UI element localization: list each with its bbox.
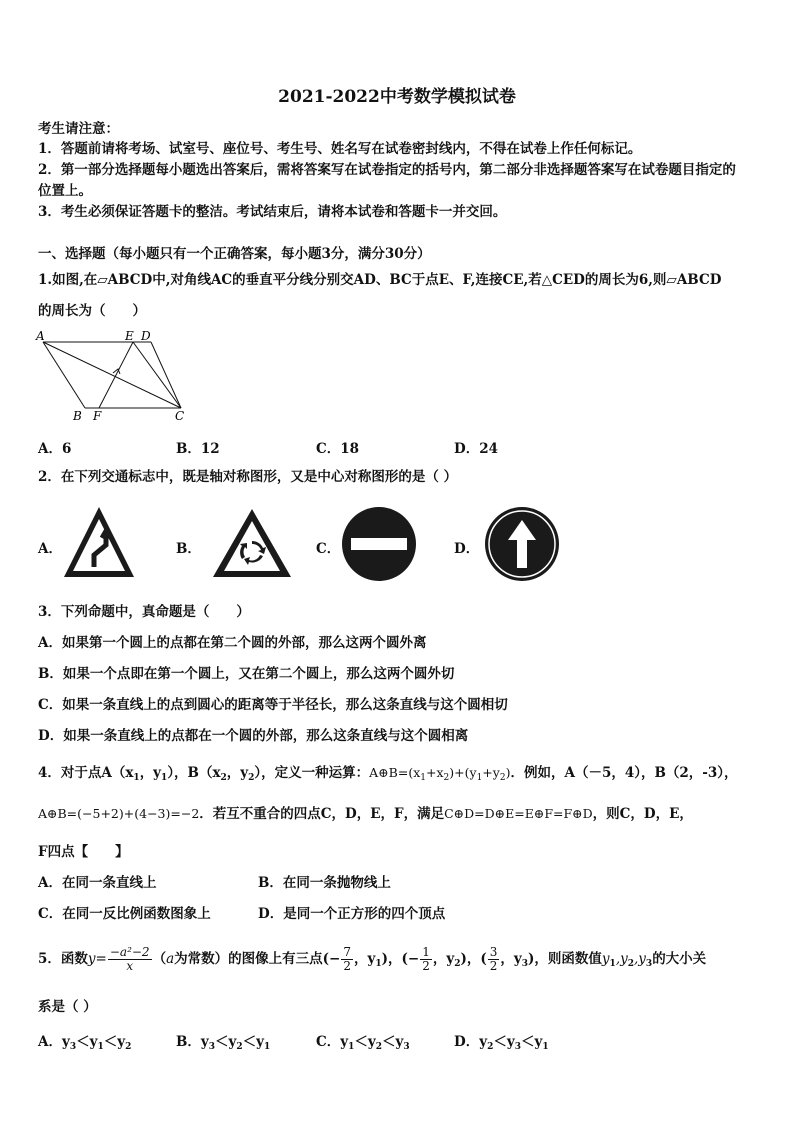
q4-option-a[interactable]: A．在同一条直线上: [38, 875, 157, 891]
q5-opt-sub: 3: [514, 1042, 521, 1052]
roundabout-warning-sign-icon: [211, 507, 293, 579]
q5-text: ，y: [500, 951, 522, 967]
notice-heading: 考生请注意：: [38, 121, 119, 137]
q5-sub: 2: [627, 959, 634, 969]
q5-opt-sub: 2: [236, 1042, 243, 1052]
q4-option-c[interactable]: C．在同一反比例函数图象上: [38, 906, 211, 922]
q5-text: 的大小关: [652, 951, 707, 967]
q5-text: （: [152, 951, 167, 967]
q4-sub: 1: [161, 773, 168, 783]
q5-denominator: 2: [489, 959, 498, 973]
q5-numerator: 7: [343, 945, 351, 959]
q5-var: y: [601, 951, 610, 967]
q4-text: ，y: [226, 765, 249, 781]
section-heading: 一、选择题（每小题只有一个正确答案，每小题3分，满分30分）: [38, 246, 431, 262]
q4-sub: 2: [499, 773, 506, 783]
q2-stem: 2．在下列交通标志中，既是轴对称图形，又是中心对称图形的是（ ）: [38, 469, 458, 485]
q2-option-d[interactable]: D．: [454, 541, 480, 557]
q5-opt-text: D．y: [454, 1034, 488, 1050]
q5-numerator: 1: [422, 945, 430, 959]
q4-text: ．若互不重合的四点C，D，E，F，满足: [199, 806, 445, 822]
q5-text: )，(−: [381, 951, 420, 967]
q5-text: )，则函数值: [528, 951, 602, 967]
label-D: D: [141, 329, 151, 343]
q5-var: y: [87, 951, 96, 967]
q5-point3-fraction: [488, 946, 500, 973]
q4-stem-line2: [38, 805, 693, 823]
q3-option-a[interactable]: A．如果第一个圆上的点都在第二个圆的外部，那么这两个圆外离: [38, 635, 427, 651]
q4-text: ），B（x: [167, 765, 221, 781]
q4-sub: 1: [420, 773, 426, 783]
label-E: E: [125, 329, 134, 343]
q5-opt-sub: 3: [69, 1042, 77, 1052]
q4-formula-text: +x: [426, 765, 444, 780]
q5-opt-text: ＜y: [242, 1034, 265, 1050]
q1-stem-line2: 的周长为（ ）: [38, 303, 146, 319]
q5-sub: 3: [521, 959, 529, 969]
q4-example-formula: A⊕B=(−5+2)+(4−3)=−2: [38, 806, 200, 821]
q4-sub: 1: [133, 773, 140, 783]
q5-opt-sub: 1: [542, 1042, 549, 1052]
q3-stem: 3．下列命题中，真命题是（ ）: [38, 604, 250, 620]
notice-line-4: 3．考生必须保证答题卡的整洁。考试结束后，请将本试卷和答题卡一并交回。: [38, 204, 507, 220]
q4-sub: 2: [443, 773, 450, 783]
q4-text: ．例如，A（－5，4），B（2，-3），: [510, 765, 738, 781]
q5-denominator: 2: [343, 959, 351, 973]
q4-condition-formula: C⊕D=D⊕E=E⊕F=F⊕D: [444, 806, 593, 821]
q4-text: 4．对于点A（x: [38, 765, 134, 781]
q4-stem-line3: F四点【 】: [38, 844, 129, 860]
q3-option-d[interactable]: D．如果一条直线上的点都在一个圆的外部，那么这条直线与这个圆相离: [38, 728, 469, 744]
label-F: F: [93, 409, 102, 423]
q5-sub: 1: [375, 959, 382, 969]
q4-text: ），定义一种运算：: [254, 765, 370, 781]
straight-ahead-sign-icon: [484, 506, 560, 582]
q4-formula-text: A⊕B=(x: [369, 765, 421, 780]
q4-sub: 2: [220, 773, 227, 783]
no-entry-sign-icon: [341, 506, 417, 582]
notice-line-2: 2．第一部分选择题每小题选出答案后，需将答案写在试卷指定的括号内，第二部分非选择题答案写在试卷题目指定的: [38, 162, 736, 178]
q4-formula-text: )+(y: [449, 765, 477, 780]
q3-option-b[interactable]: B．如果一个点即在第一个圆上，又在第二个圆上，那么这两个圆外切: [38, 666, 455, 682]
q2-option-b[interactable]: B．: [176, 541, 201, 557]
q5-text: 5．函数: [38, 951, 88, 967]
q5-opt-text: ＜y: [103, 1034, 126, 1050]
q5-text: ，y: [432, 951, 455, 967]
q4-text: ，y: [139, 765, 162, 781]
q5-opt-text: ＜y: [354, 1034, 376, 1050]
q5-text: )，(: [460, 951, 487, 967]
q4-formula-text: ): [505, 765, 511, 780]
q5-opt-sub: 3: [208, 1042, 216, 1052]
notice-line-3: 位置上。: [38, 183, 92, 199]
q5-opt-text: A．y: [38, 1034, 70, 1050]
q5-opt-sub: 2: [375, 1042, 382, 1052]
q5-point1-fraction: [341, 946, 353, 973]
q5-opt-text: ＜y: [76, 1034, 98, 1050]
q5-function-fraction: [108, 946, 152, 973]
q1-option-b[interactable]: B．12: [176, 441, 220, 457]
q4-text: ，则C，D，E，: [592, 806, 693, 822]
q5-opt-sub: 1: [97, 1042, 104, 1052]
q5-stem-line2: 系是（ ）: [38, 999, 97, 1015]
q5-opt-text: ＜y: [493, 1034, 515, 1050]
q4-stem-line1: [38, 764, 738, 787]
q4-option-d[interactable]: D．是同一个正方形的四个顶点: [258, 906, 446, 922]
q5-opt-sub: 1: [348, 1042, 355, 1052]
notice-line-1: 1．答题前请将考场、试室号、座位号、考生号、姓名写在试卷密封线内，不得在试卷上作任何标记。: [38, 141, 642, 157]
q3-option-c[interactable]: C．如果一条直线上的点到圆心的距离等于半径长，那么这条直线与这个圆相切: [38, 697, 508, 713]
q5-opt-sub: 3: [403, 1042, 410, 1052]
q5-opt-sub: 2: [487, 1042, 494, 1052]
q1-parallelogram-figure: [34, 328, 194, 423]
q1-option-a[interactable]: A．6: [38, 441, 72, 457]
q1-stem-line1: 1.如图,在▱ABCD中,对角线AC的垂直平分线分别交AD、BC于点E、F,连接CE,若△CED的周长为6,则▱ABCD: [38, 272, 722, 288]
q5-opt-text: B．y: [176, 1034, 209, 1050]
q5-option-a[interactable]: [38, 1030, 131, 1052]
q5-opt-text: ＜y: [381, 1034, 404, 1050]
q5-sub: 1: [609, 959, 616, 969]
q5-opt-sub: 2: [125, 1042, 132, 1052]
q5-numerator: −a²−2: [109, 945, 150, 959]
q5-stem-line1: [38, 942, 706, 978]
label-A: A: [36, 329, 45, 343]
q4-formula-text: +y: [482, 765, 500, 780]
double-curve-warning-sign-icon: [62, 505, 136, 579]
q5-text: 为常数）的图像上有三点(−: [174, 951, 341, 967]
q5-var: ,y: [634, 951, 646, 967]
q5-option-d[interactable]: [454, 1030, 549, 1052]
q5-numerator: 3: [489, 945, 498, 959]
q5-denominator: 2: [422, 959, 430, 973]
q5-sub: 3: [645, 959, 653, 969]
q5-text: ，y: [353, 951, 376, 967]
q2-option-c[interactable]: C．: [316, 541, 341, 557]
q4-option-b[interactable]: B．在同一条抛物线上: [258, 875, 391, 891]
q5-opt-text: C．y: [316, 1034, 349, 1050]
label-B: B: [73, 409, 82, 423]
q5-opt-text: ＜y: [215, 1034, 237, 1050]
q4-sub: 2: [248, 773, 255, 783]
q5-var: ,y: [615, 951, 628, 967]
page-title: 2021-2022中考数学模拟试卷: [278, 87, 516, 107]
q2-option-a[interactable]: A．: [38, 541, 62, 557]
q5-var: a: [166, 951, 175, 967]
q4-definition-formula: [369, 765, 511, 783]
q1-option-c[interactable]: C．18: [316, 441, 360, 457]
q5-option-b[interactable]: [176, 1030, 270, 1052]
q5-opt-text: ＜y: [520, 1034, 543, 1050]
q5-denominator: x: [126, 959, 134, 973]
q5-option-c[interactable]: [316, 1030, 410, 1052]
q5-eq: =: [95, 951, 107, 967]
q1-option-d[interactable]: D．24: [454, 441, 498, 457]
q4-sub: 1: [476, 773, 483, 783]
label-C: C: [175, 409, 185, 423]
q5-opt-sub: 1: [264, 1042, 271, 1052]
q5-sub: 2: [454, 959, 461, 969]
q5-point2-fraction: [420, 946, 432, 973]
